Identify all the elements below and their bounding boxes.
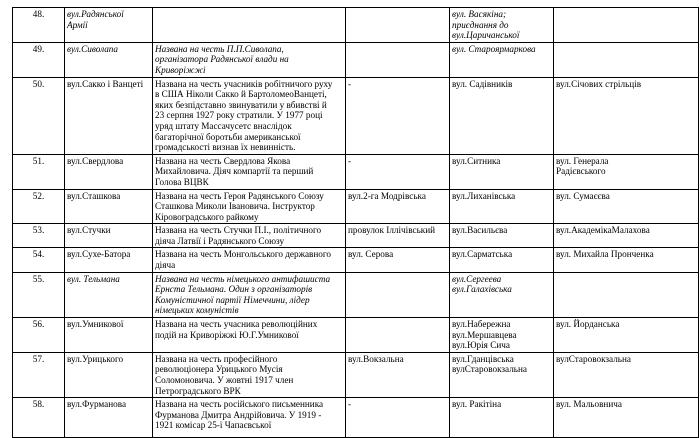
cell-text: 57. [32,353,45,364]
rename-option-2-cell [450,272,554,317]
row-number-cell [13,224,65,248]
cell-text-line: вул. Садівників [452,78,513,89]
table-row [13,352,699,397]
cell-text-line: Названа на честь німецького антифашиста [155,273,331,284]
cell-text-line: вул.Ситника [452,155,501,166]
rename-option-1-cell [346,189,450,224]
cell-text-line: вул.Галахівська [452,284,512,295]
row-number-cell [13,352,65,397]
cell-text-line: Названа на честь Героя Радянського Союзу [155,190,324,201]
street-renaming-table [12,7,699,438]
cell-text-line: вул.АкадемікаМалахова [556,225,650,236]
description-cell [153,154,346,189]
rename-option-3-cell [554,8,699,43]
cell-text-line: Названа на честь професійного [155,353,278,364]
table-row [13,224,699,248]
cell-text-line: - [348,155,352,166]
row-number-cell [13,77,65,154]
cell-text-line: вул.Набережна [452,319,511,330]
cell-text-line: Названа на честь учасника революційних [155,319,318,330]
cell-text-line: вул.Вокзальна [348,353,404,364]
cell-text-line: діяча [155,260,176,271]
rename-option-2-cell [450,318,554,353]
description-cell [153,224,346,248]
cell-text-line: Названа на честь російського письменника [155,399,324,410]
cell-text-line: вул.Стучки [67,225,111,236]
cell-text: 54. [32,249,45,260]
cell-text-line: німецьких комуністів [155,305,239,316]
cell-text-line: 23 серпня 1927 року стратили. У 1977 році [155,110,323,121]
row-number-cell [13,272,65,317]
cell-text-line: провулок Іллічівський [348,225,436,236]
cell-text: 55. [32,273,45,284]
cell-text-line: Названа на честь П.П.Сиволапа, [155,43,284,54]
rename-option-3-cell [554,352,699,397]
table-row [13,272,699,317]
table-row [13,154,699,189]
cell-text-line: Ернста Тельмана. Один з організаторів [155,284,313,295]
row-number-cell [13,189,65,224]
row-number-cell [13,8,65,43]
cell-text-line: вул.Царичанської [452,30,520,41]
cell-text-line: вул.Гданцівська [452,353,514,364]
cell-text-line: вул.Юрія Сича [452,340,510,351]
cell-text-line: вул.Радянської [67,9,124,19]
old-street-name-cell [65,248,153,272]
old-street-name-cell [65,398,153,438]
cell-text-line: громадськості визнав їх невинність. [155,142,296,153]
old-street-name-cell [65,8,153,43]
rename-option-2-cell [450,154,554,189]
cell-text-line: вул. Серова [348,249,394,260]
cell-text-line: яких безпідставно звинуватили у вбивстві й [155,99,327,110]
cell-text-line: Кіровоградського райкому [155,211,259,222]
cell-text-line: вул.Січових стрільців [556,78,642,89]
table-row [13,398,699,438]
rename-option-2-cell [450,224,554,248]
rename-option-2-cell [450,352,554,397]
rename-option-3-cell [554,154,699,189]
cell-text-line: Радієвського [556,166,606,177]
cell-text-line: вул.Мершавцева [452,329,517,340]
rename-option-1-cell [346,398,450,438]
rename-option-2-cell [450,189,554,224]
description-cell [153,398,346,438]
description-cell [153,352,346,397]
cell-text-line: Армії [67,19,88,30]
rename-option-3-cell [554,398,699,438]
rename-option-1-cell [346,352,450,397]
cell-text-line: вул. Генерала [556,155,609,166]
table-body [13,8,699,438]
description-cell [153,77,346,154]
cell-text-line: Криворіжжі [155,64,206,75]
cell-text-line: вул.Умникової [67,319,124,330]
cell-text: 53. [32,225,45,236]
cell-text-line: вул.Сухе-Батора [67,249,131,260]
cell-text-line: Названа на честь Стучки П.І., політичного [155,225,322,236]
description-cell [153,189,346,224]
cell-text-line: вул. Мальовнича [556,399,622,410]
cell-text-line: Соломоновича. У жовтні 1917 член [155,375,294,385]
cell-text-line: Сташкова Миколи Івановича. Інструктор [155,201,315,212]
cell-text: 50. [32,78,45,89]
table-row [13,42,699,77]
cell-text-line: вул. Михайла Пронченка [556,249,654,260]
rename-option-2-cell [450,8,554,43]
row-number-cell [13,398,65,438]
row-number-cell [13,42,65,77]
old-street-name-cell [65,189,153,224]
cell-text-line: діяча Латвії і Радянського Союзу [155,235,285,246]
cell-text-line: вул. Староярмаркова [452,43,536,54]
cell-text-line: вул.Фурманова [67,399,127,410]
description-cell [153,272,346,317]
cell-text-line: подій на Криворіжжі Ю.Г.Умникової [155,329,299,340]
rename-option-1-cell [346,8,450,43]
cell-text-line: вул.Сакко і Ванцеті [67,78,144,89]
cell-text-line: вул.Сиволапа [67,43,118,54]
cell-text-line: - [348,78,352,89]
old-street-name-cell [65,154,153,189]
rename-option-1-cell [346,318,450,353]
cell-text-line: вул. Васякіна; [452,9,507,19]
cell-text: 49. [32,43,45,54]
rename-option-2-cell [450,248,554,272]
rename-option-3-cell [554,77,699,154]
table-row [13,318,699,353]
table-row [13,77,699,154]
rename-option-1-cell [346,272,450,317]
cell-text-line: Михайловича. Діяч компартії та перший [155,166,314,177]
table-row [13,248,699,272]
cell-text-line: Комуністичної партії Німеччини, лідер [155,294,310,305]
old-street-name-cell [65,318,153,353]
cell-text-line: вул. Сумаєєва [556,190,610,201]
rename-option-3-cell [554,318,699,353]
cell-text-line: 1921 комісар 25-ї Чапаєвської [155,420,272,431]
cell-text-line: вул.Сергеева [452,273,502,284]
cell-text-line: вулСтаровокзальна [452,364,527,375]
rename-option-2-cell [450,42,554,77]
cell-text-line: Названа на честь учасників робітничого руху [155,78,333,89]
rename-option-1-cell [346,77,450,154]
row-number-cell [13,154,65,189]
cell-text-line: Названа на честь Свердлова Якова [155,155,291,166]
rename-option-3-cell [554,189,699,224]
description-cell [153,248,346,272]
cell-text-line: вулСтаровокзальна [556,353,631,364]
cell-text-line: вул.Сташкова [67,190,121,201]
rename-option-3-cell [554,272,699,317]
cell-text-line: вул. Ракітіна [452,399,502,410]
rename-option-3-cell [554,248,699,272]
cell-text-line: вул.Лиханівська [452,190,516,201]
rename-option-2-cell [450,398,554,438]
description-cell [153,8,346,43]
cell-text-line: вул. Йорданська [556,319,620,330]
row-number-cell [13,248,65,272]
cell-text: 51. [32,155,45,166]
cell-text-line: уряд штату Массачусетс внаслідок [155,120,292,131]
cell-text-line: вул.Урицького [67,353,124,364]
table-row [13,189,699,224]
cell-text-line: вул. Тельмана [67,273,120,284]
cell-text-line: в США Ніколи Сакко й БартоломеоВанцеті, [155,89,327,100]
cell-text-line: вул.Свердлова [67,155,124,166]
old-street-name-cell [65,42,153,77]
rename-option-1-cell [346,248,450,272]
rename-option-3-cell [554,224,699,248]
cell-text: 48. [32,9,45,19]
cell-text-line: приєднання до [452,19,509,30]
cell-text: 58. [32,399,45,410]
old-street-name-cell [65,224,153,248]
cell-text-line: - [348,399,352,410]
cell-text-line: Фурманова Дмитра Андрійовича. У 1919 - [155,409,322,420]
old-street-name-cell [65,77,153,154]
cell-text: 52. [32,190,45,201]
rename-option-1-cell [346,42,450,77]
cell-text-line: вул.2-га Модрівська [348,190,426,201]
cell-text-line: вул.Сарматська [452,249,513,260]
cell-text-line: багаторічної боротьби американської [155,131,301,142]
rename-option-1-cell [346,154,450,189]
cell-text-line: вул.Васильєва [452,225,508,236]
old-street-name-cell [65,352,153,397]
rename-option-1-cell [346,224,450,248]
rename-option-3-cell [554,42,699,77]
cell-text-line: Названа на честь Монгольського державного [155,249,332,260]
rename-option-2-cell [450,77,554,154]
cell-text-line: організатора Радянської влади на [155,54,289,65]
description-cell [153,42,346,77]
description-cell [153,318,346,353]
cell-text-line: революціонера Урицького Мусія [155,364,283,375]
cell-text-line: Петроградського ВРК [155,385,241,396]
row-number-cell [13,318,65,353]
cell-text-line: Голова ВЦВК [155,176,209,187]
cell-text: 56. [32,319,45,330]
old-street-name-cell [65,272,153,317]
table-row [13,8,699,43]
